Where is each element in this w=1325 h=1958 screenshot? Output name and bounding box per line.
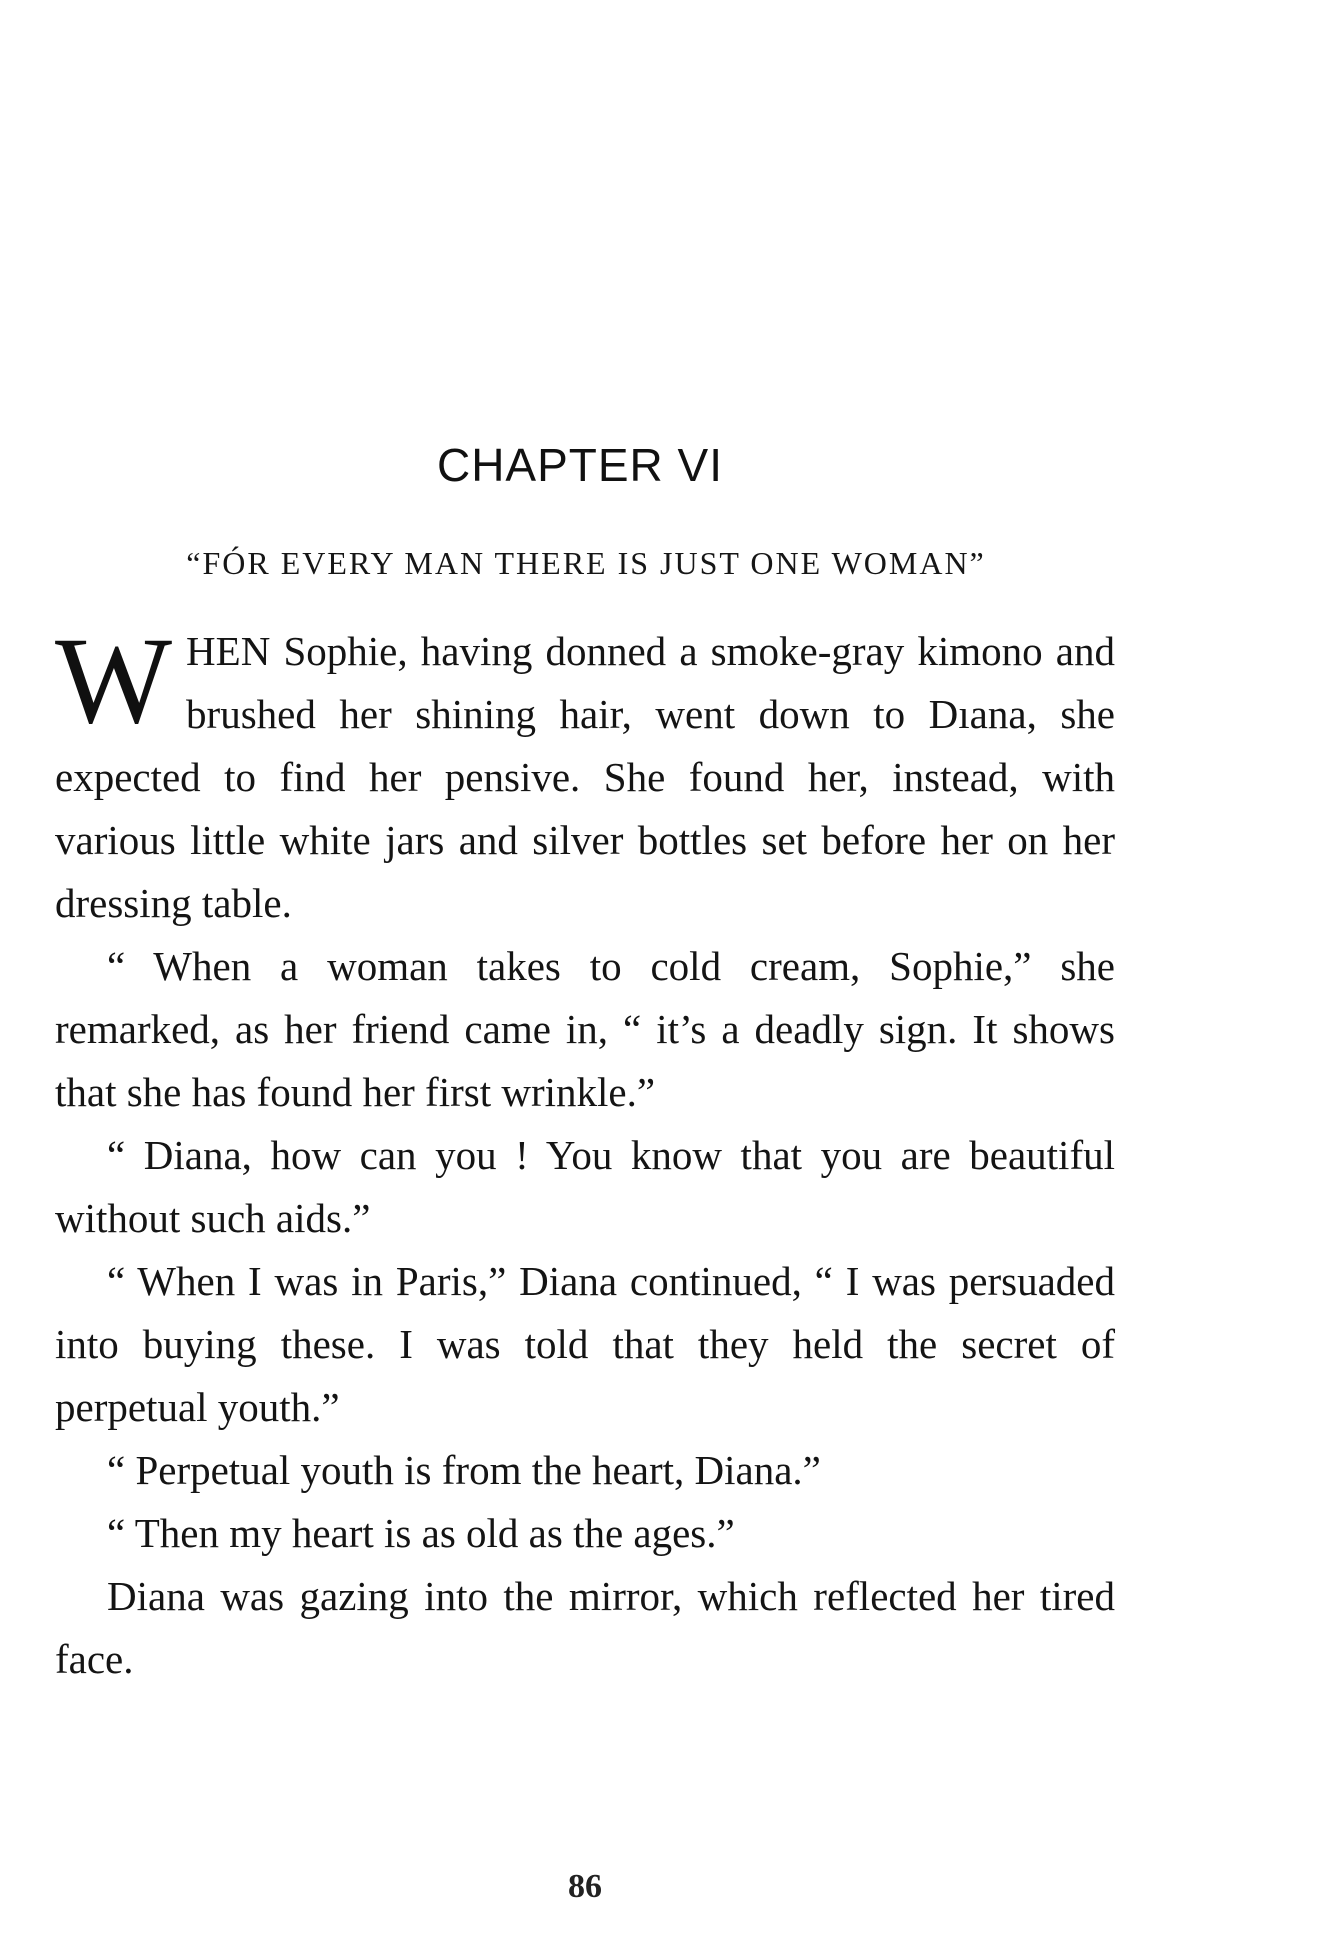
page-number: 86	[568, 1868, 602, 1905]
paragraph-4: “ When I was in Paris,” Diana continued, “ I was persuaded into buying these. I was told that they held the secret of perpetual youth.”	[55, 1258, 1115, 1430]
paragraph-3: “ Diana, how can you ! You know that you are beautiful without such aids.”	[55, 1132, 1115, 1241]
paragraph-2: “ When a woman takes to cold cream, Sophie,” she remarked, as her friend came in, “ it’s a deadly sign. It shows that she has found her first wrinkle.”	[55, 943, 1115, 1115]
paragraph-1	[55, 612, 1115, 935]
body-text	[55, 612, 1115, 1691]
paragraph-5: “ Perpetual youth is from the heart, Diana.”	[107, 1447, 821, 1493]
paragraph-1-text: HEN Sophie, having donned a smoke-gray kimono and brushed her shining hair, went down to Dıana, she expected to find her pensive. She found her, instead, with various little white jars and silver bottles set before her on her dressing table.	[55, 628, 1115, 926]
paragraph-7: Diana was gazing into the mirror, which reflected her tired face.	[55, 1573, 1115, 1682]
chapter-subtitle: “FÓR EVERY MAN THERE IS JUST ONE WOMAN”	[186, 545, 986, 581]
drop-cap: W	[55, 612, 173, 749]
paragraph-6: “ Then my heart is as old as the ages.”	[107, 1510, 735, 1556]
chapter-title: CHAPTER VI	[436, 439, 724, 491]
